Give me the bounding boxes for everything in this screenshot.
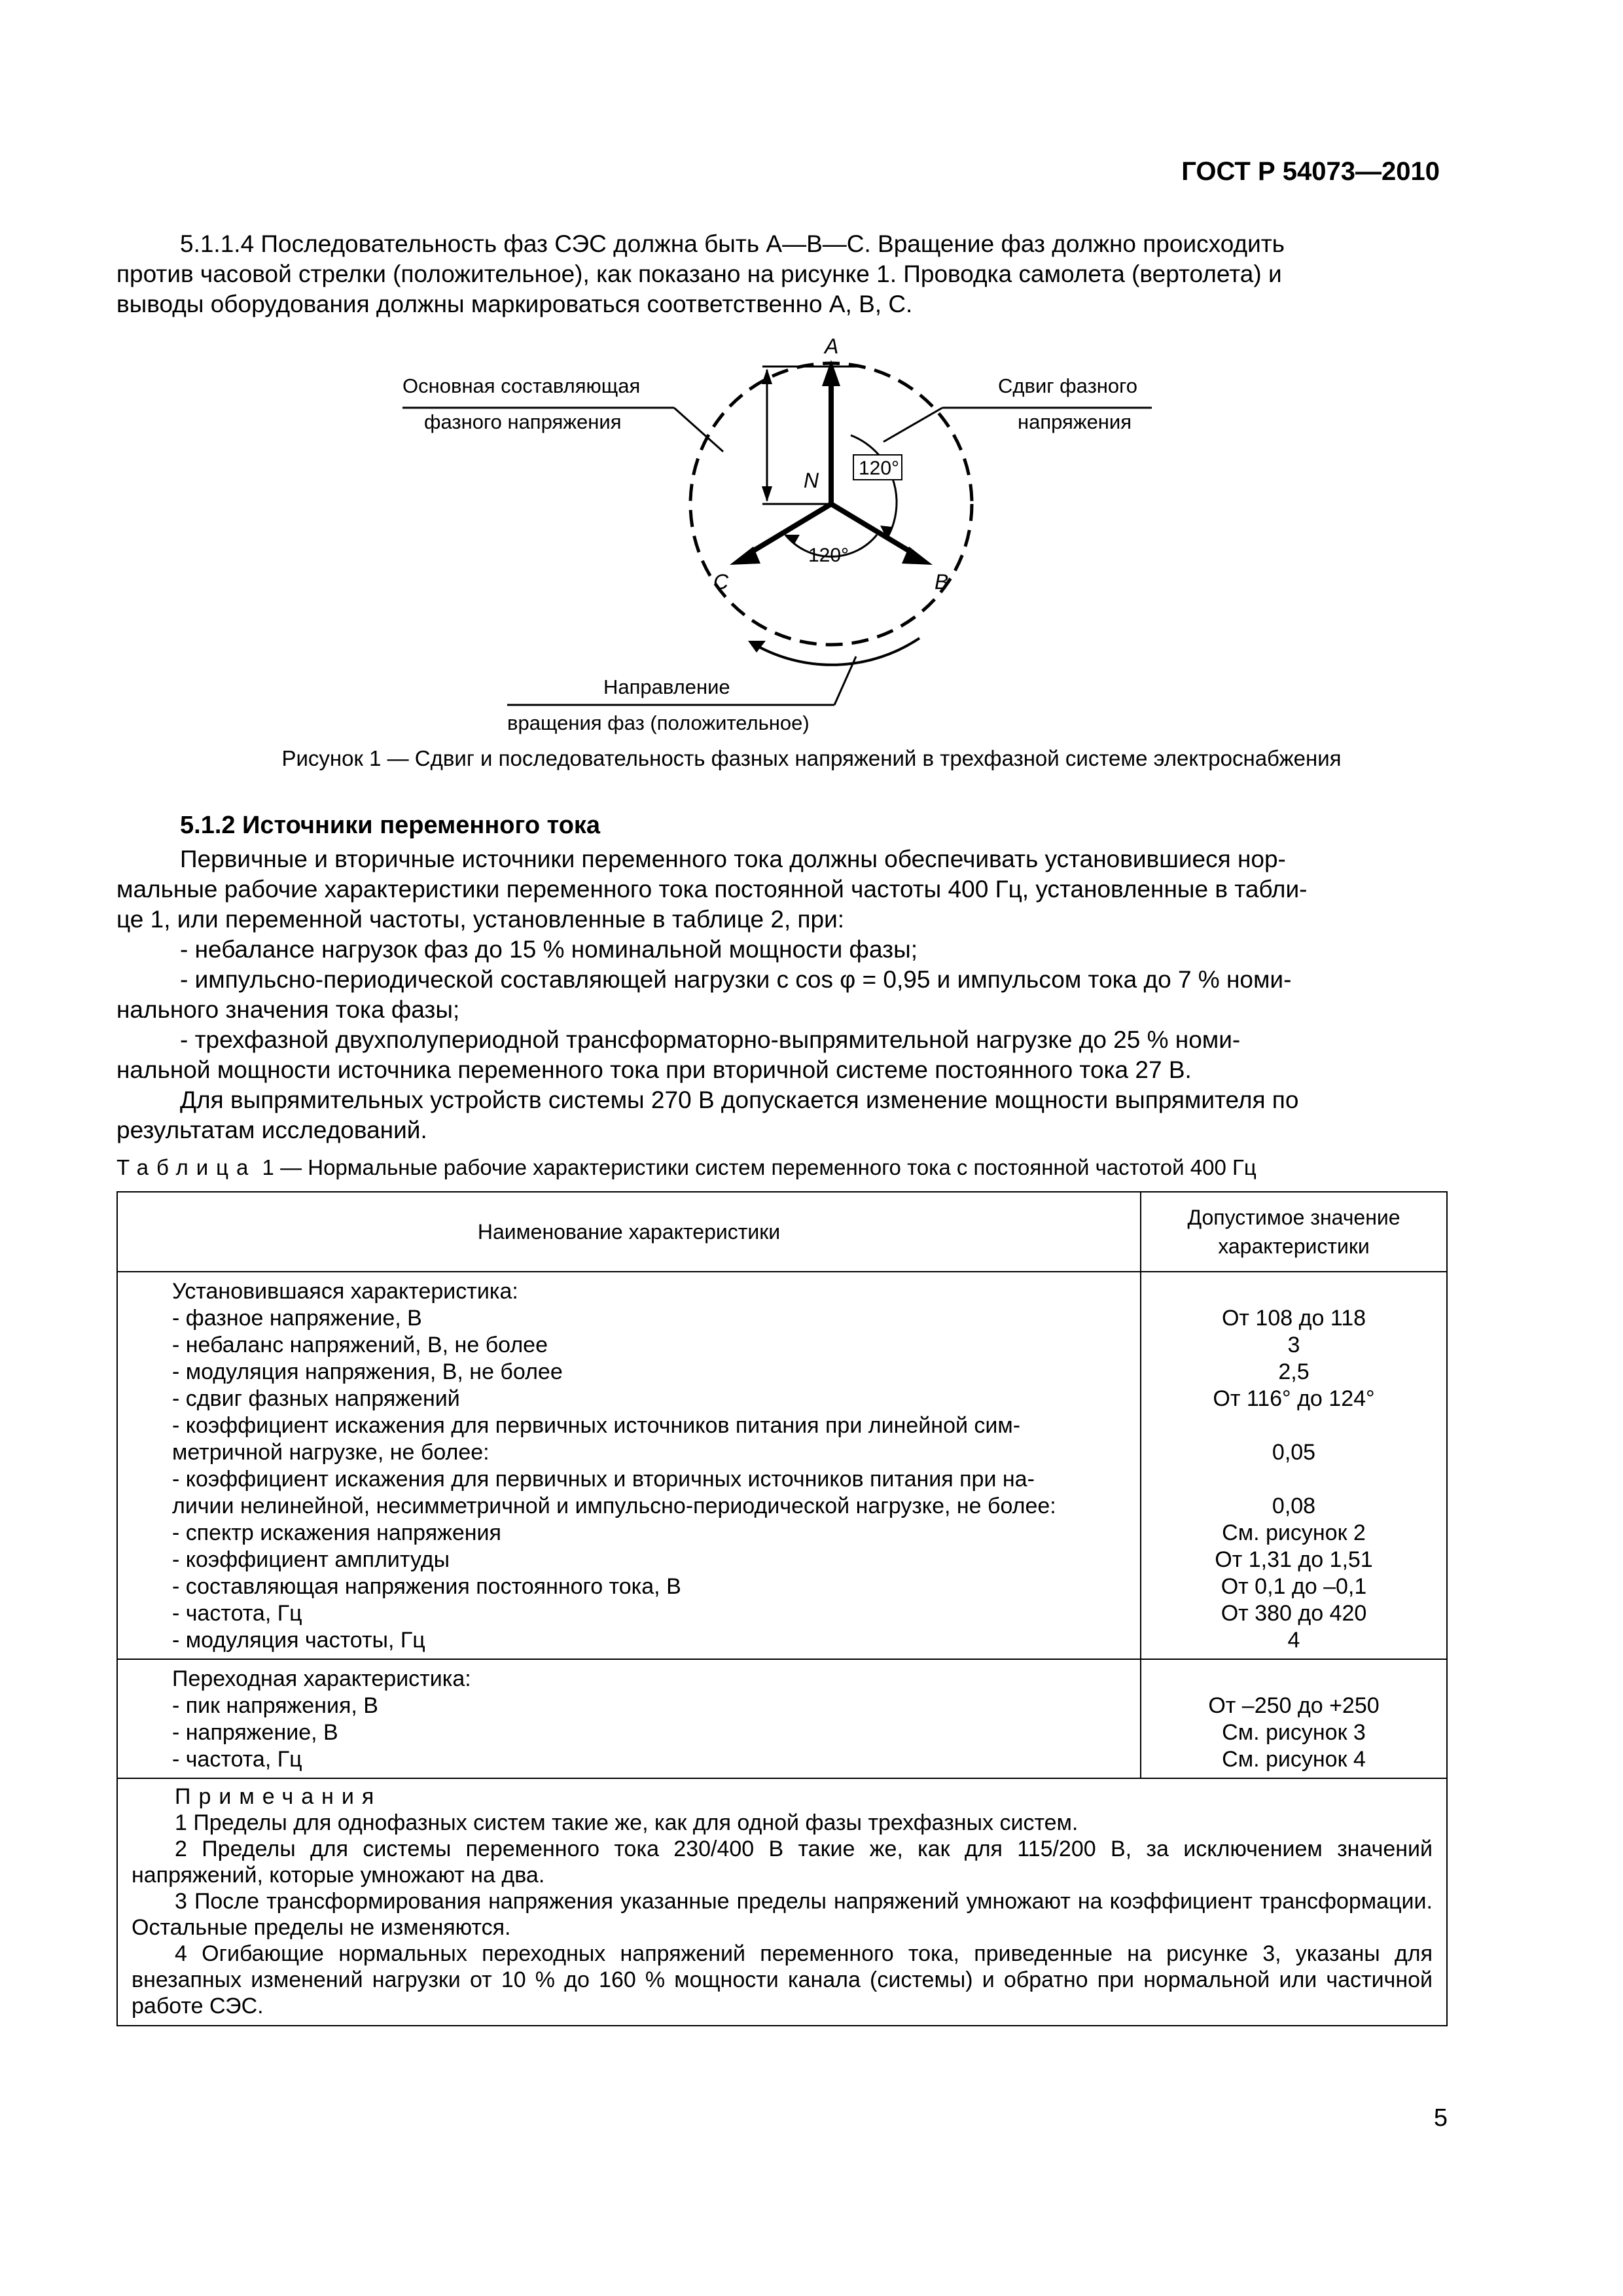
dimension-arrow-down [762, 486, 772, 502]
table-cell-value: 3 [1287, 1333, 1300, 1357]
table-cell-name: - частота, Гц [172, 1601, 302, 1626]
column-header-value [1141, 1192, 1447, 1272]
table-cell-name: - пик напряжения, В [172, 1693, 378, 1718]
angle-arc-ab [851, 435, 900, 539]
section-title: 5.1.2 Источники переменного тока [180, 812, 601, 839]
table-row-notes [117, 1778, 1447, 2026]
section-line: - трехфазной двухполупериодной трансформаторно-выпрямительной нагрузке до 25 % номи- [180, 1026, 1241, 1053]
table-cell-name: метричной нагрузке, не более: [172, 1440, 490, 1465]
section-line: мальные рабочие характеристики переменного тока постоянной частоты 400 Гц, установленные в табли- [116, 876, 1308, 903]
table-cell-name: - коэффициент искажения для первичных и вторичных источников питания при на- [172, 1467, 1035, 1492]
table-cell-value: См. рисунок 3 [1222, 1720, 1366, 1745]
table-row-steady [117, 1272, 1447, 1659]
note-item: 1 Пределы для однофазных систем такие же, как для одной фазы трехфазных систем. [175, 1810, 1079, 1835]
bottom-label-line1: Направление [603, 675, 730, 698]
table-cell-value: От 116° до 124° [1213, 1386, 1375, 1411]
table-cell-name: - коэффициент искажения для первичных источников питания при линейной сим- [172, 1413, 1021, 1438]
intro-line: 5.1.1.4 Последовательность фаз СЭС должна быть A—B—C. Вращение фаз должно происходить [180, 230, 1285, 257]
column-header-name: Наименование характеристики [117, 1192, 1141, 1272]
table-cell-value: От 108 до 118 [1221, 1306, 1366, 1331]
table-cell-value: См. рисунок 4 [1222, 1747, 1366, 1772]
table-cell-name: Установившаяся характеристика: [172, 1279, 518, 1304]
table-cell-value: 4 [1287, 1628, 1300, 1653]
table-cell-value: От 1,31 до 1,51 [1215, 1547, 1373, 1572]
rotation-arrowhead [748, 641, 766, 653]
intro-paragraph [116, 229, 1441, 319]
document-id-header: ГОСТ Р 54073—2010 [1181, 157, 1440, 186]
intro-line: выводы оборудования должны маркироваться соответственно A, B, C. [116, 291, 913, 317]
section-body [116, 844, 1441, 1145]
section-line: це 1, или переменной частоты, установленные в таблице 2, при: [116, 906, 845, 933]
transient-values-cell [1141, 1659, 1447, 1778]
table-row-transient [117, 1659, 1447, 1778]
label-n: N [804, 469, 819, 492]
table-title [116, 1155, 1257, 1180]
column-header-value-line1: Допустимое значение [1187, 1206, 1400, 1229]
table-cell-name: личии нелинейной, несимметричной и импульсно-периодической нагрузке, не более: [172, 1494, 1056, 1518]
table-cell-value [1142, 1412, 1446, 1439]
table-cell-value: От 380 до 420 [1221, 1601, 1367, 1626]
angle-label-bottom: 120° [808, 545, 849, 566]
table-cell-name: - частота, Гц [172, 1747, 302, 1772]
section-line: нального значения тока фазы; [116, 996, 460, 1023]
table-cell-name: - сдвиг фазных напряжений [172, 1386, 460, 1411]
table-cell-value: 2,5 [1278, 1359, 1310, 1384]
right-label-line2: напряжения [1018, 410, 1132, 433]
section-line: - импульсно-периодической составляющей нагрузки с cos φ = 0,95 и импульсом тока до 7 % номи- [180, 966, 1292, 993]
left-label-line1: Основная составляющая [402, 374, 641, 397]
table-cell-value: См. рисунок 2 [1222, 1520, 1366, 1545]
table-cell-name: - модуляция напряжения, В, не более [172, 1359, 563, 1384]
section-line: Для выпрямительных устройств системы 270 В допускается изменение мощности выпрямителя по [180, 1086, 1299, 1113]
section-line: - небалансе нагрузок фаз до 15 % номинальной мощности фазы; [180, 936, 918, 963]
dimension-arrow-up [762, 368, 772, 384]
phase-diagram-figure [366, 331, 1178, 743]
table-cell-name: - напряжение, В [172, 1720, 338, 1745]
table-cell-value: 0,05 [1272, 1440, 1316, 1465]
note-item: 2 Пределы для системы переменного тока 230/400 В такие же, как для 115/200 В, за исключением значений напряжений, которые умножают на два. [132, 1837, 1433, 1888]
label-b: B [935, 570, 949, 594]
page-number: 5 [1433, 2104, 1448, 2132]
section-line: Первичные и вторичные источники переменного тока должны обеспечивать установившиеся нор- [180, 846, 1286, 872]
section-line: нальной мощности источника переменного тока при вторичной системе постоянного тока 27 В. [116, 1056, 1192, 1083]
right-label-leader [883, 408, 942, 442]
characteristics-table [116, 1191, 1448, 2026]
table-title-prefix: Таблица [116, 1155, 257, 1179]
phase-diagram-svg [366, 331, 1178, 743]
table-header-row [117, 1192, 1447, 1272]
intro-line: против часовой стрелки (положительное), как показано на рисунке 1. Проводка самолета (вертолета) и [116, 260, 1282, 287]
table-cell-value [1142, 1466, 1446, 1493]
table-title-rest: 1 — Нормальные рабочие характеристики систем переменного тока с постоянной частотой 400 Гц [256, 1155, 1257, 1179]
figure-caption: Рисунок 1 — Сдвиг и последовательность фазных напряжений в трехфазной системе электроснабжения [281, 746, 1342, 770]
angle-label-right: 120° [859, 457, 900, 479]
steady-values-cell [1141, 1272, 1447, 1659]
bottom-label-line2: вращения фаз (положительное) [507, 711, 810, 734]
label-c: C [713, 570, 729, 594]
table-cell-name: - спектр искажения напряжения [172, 1520, 501, 1545]
table-cell-value [1142, 1278, 1446, 1305]
table-cell-value [1142, 1666, 1446, 1693]
table-cell-name: - фазное напряжение, В [172, 1306, 422, 1331]
column-header-value-line2: характеристики [1218, 1234, 1370, 1258]
steady-names-cell [117, 1272, 1141, 1659]
rotation-arc [753, 638, 919, 665]
table-cell-name: Переходная характеристика: [172, 1666, 471, 1691]
notes-title: Примечания [175, 1784, 382, 1809]
left-label-leader [674, 408, 723, 452]
table-cell-name: - коэффициент амплитуды [172, 1547, 450, 1572]
table-cell-name: - модуляция частоты, Гц [172, 1628, 425, 1653]
table-cell-value: 0,08 [1272, 1494, 1316, 1518]
table-cell-name: - небаланс напряжений, В, не более [172, 1333, 548, 1357]
transient-names-cell [117, 1659, 1141, 1778]
table-cell-name: - составляющая напряжения постоянного тока, В [172, 1574, 681, 1599]
label-a: A [825, 334, 839, 358]
left-label-line2: фазного напряжения [424, 410, 622, 433]
right-label-line1: Сдвиг фазного [998, 374, 1138, 397]
table-cell-value: От 0,1 до –0,1 [1221, 1574, 1367, 1599]
section-line: результатам исследований. [116, 1117, 427, 1143]
note-item: 3 После трансформирования напряжения указанные пределы напряжений умножают на коэффициент трансформации. Остальные пределы не изменяются. [132, 1889, 1433, 1940]
table-cell-value: От –250 до +250 [1208, 1693, 1380, 1718]
note-item: 4 Огибающие нормальных переходных напряжений переменного тока, приведенные на рисунке 3, указаны для внезапных изменений нагрузки от 10 % до 160 % мощности канала (системы) и обратно при нормальной или частичной работе СЭС. [132, 1941, 1433, 2018]
notes-cell [117, 1778, 1447, 2026]
